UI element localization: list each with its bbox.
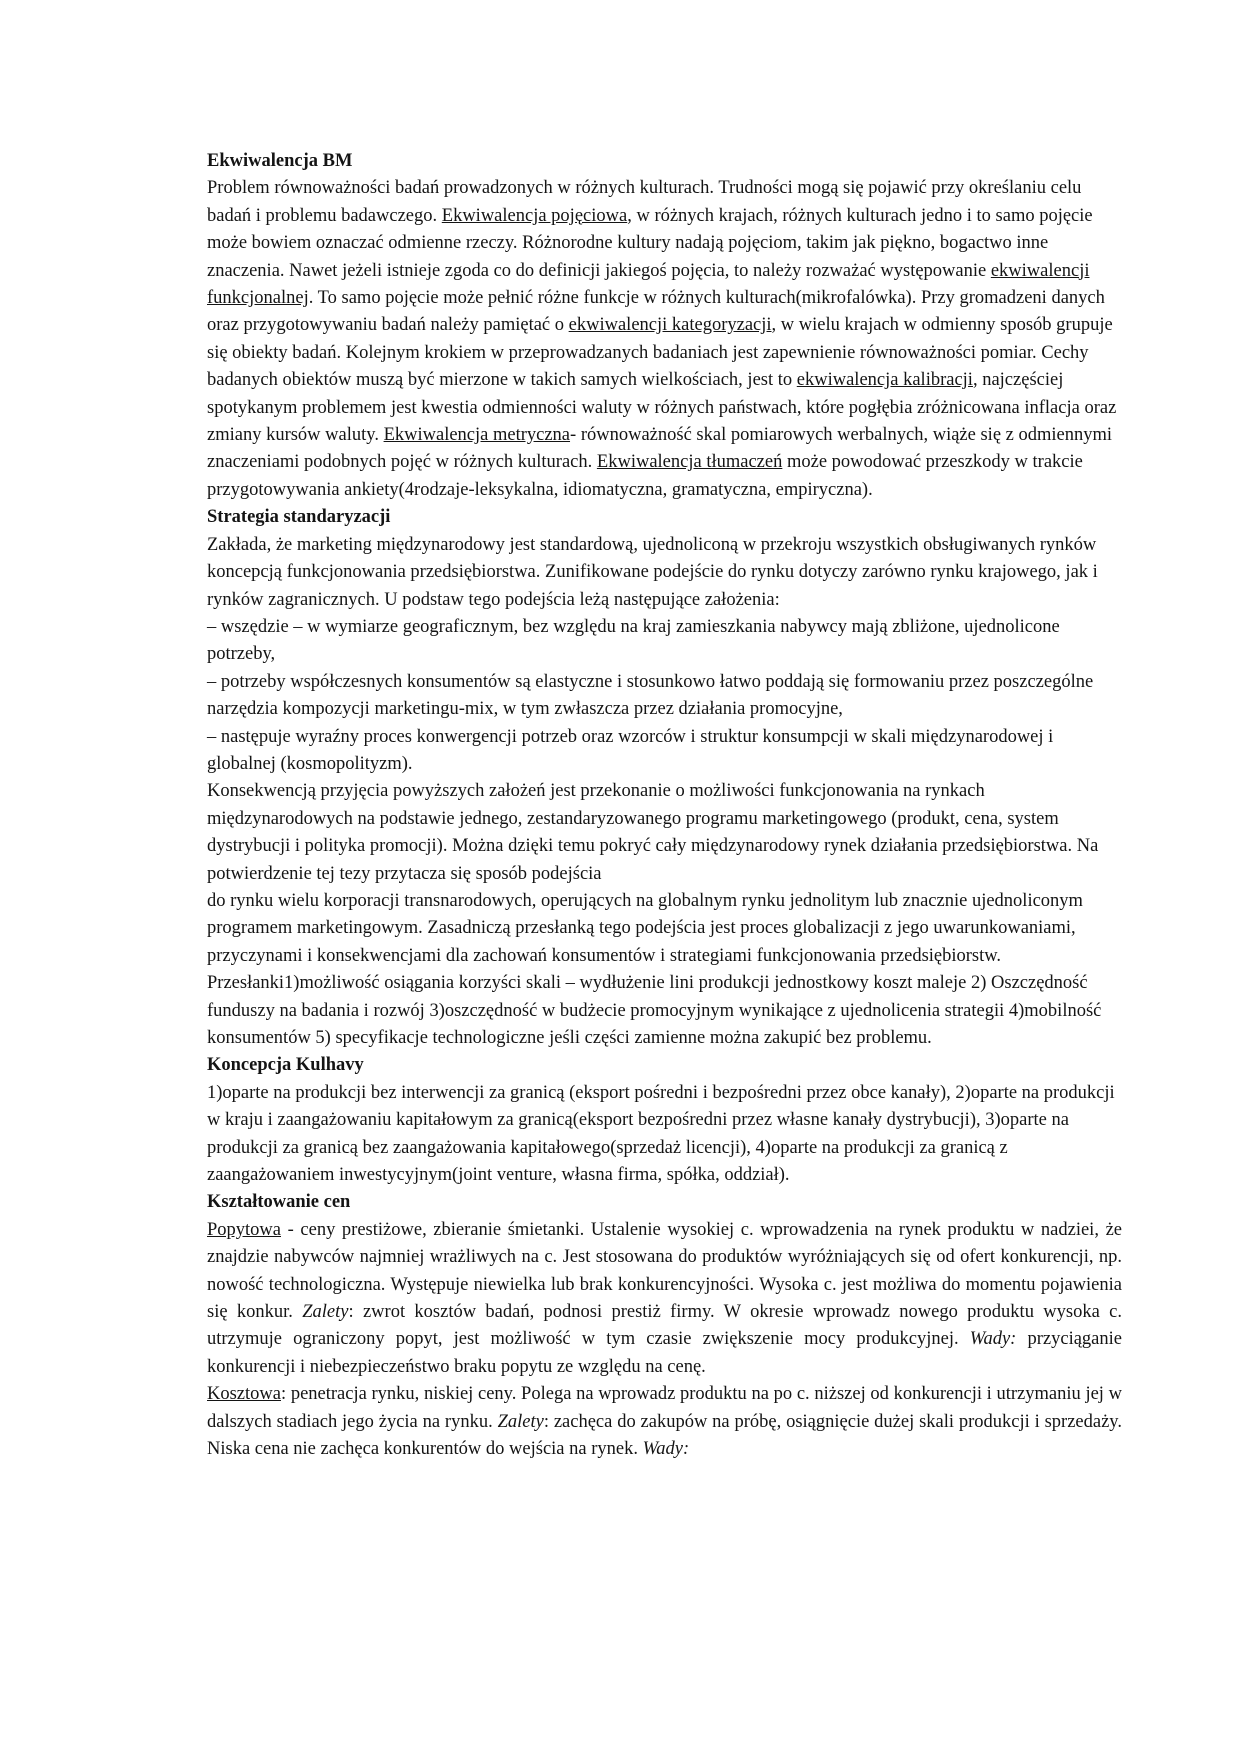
underlined-term: Ekwiwalencja tłumaczeń bbox=[596, 452, 783, 473]
italic-term: Wady: bbox=[642, 1439, 690, 1460]
paragraph bbox=[207, 175, 1122, 504]
text-run: 1)oparte na produkcji bez interwencji za granicą (eksport pośredni i bezpośredni przez obce kanały), 2)oparte na produkcji w kraju i zaangażowaniu kapitałowym za granicą(eksport bezpośredni przez własne kanały dystrybucji), 3)oparte na produkcji za granicą bez zaangażowania kapitałowego(sprzedaż licencji), 4)oparte na produkcji za granicą z zaangażowaniem inwestycyjnym(joint venture, własna firma, spółka, oddział). bbox=[207, 1082, 1115, 1186]
text-run: - równoważność skal pomiarowych werbalnych, wiąże się z odmiennymi znaczeniami podobnych pojęć w różnych kulturach. bbox=[207, 425, 1113, 473]
section-heading: Ekwiwalencja BM bbox=[207, 151, 353, 171]
paragraph bbox=[207, 532, 1122, 614]
paragraph bbox=[207, 1080, 1122, 1190]
underlined-term: ekwiwalencji kategoryzacji bbox=[568, 315, 772, 336]
paragraph bbox=[207, 778, 1122, 888]
paragraph bbox=[207, 669, 1122, 724]
text-run: . To samo pojęcie może pełnić różne funkcje w różnych kulturach(mikrofalówka). Przy gromadzeni danych oraz przygotowywaniu badań należy pamiętać o bbox=[207, 288, 1105, 336]
underlined-term: Ekwiwalencja pojęciowa bbox=[441, 205, 628, 226]
document-body bbox=[207, 148, 1122, 1464]
paragraph bbox=[207, 614, 1122, 669]
text-run: : zwrot kosztów badań, podnosi prestiż firmy. W okresie wprowadz nowego produktu wysoka c. utrzymuje ograniczony popyt, jest możliwość w tym czasie zwiększenie mocy produkcyjnej. bbox=[207, 1302, 1122, 1350]
paragraph bbox=[207, 888, 1122, 970]
text-run: , w wielu krajach w odmienny sposób grupuje się obiekty badań. Kolejnym krokiem w przeprowadzanych badaniach jest zapewnienie równoważności pomiar. Cechy badanych obiektów muszą być mierzone w takich samych wielkościach, jest to bbox=[207, 315, 1113, 391]
underlined-term: ekwiwalencji funkcjonalnej bbox=[207, 260, 1090, 309]
section-heading: Kształtowanie cen bbox=[207, 1192, 351, 1213]
text-run: Zakłada, że marketing międzynarodowy jest standardową, ujednoliconą w przekroju wszystkich obsługiwanych rynków koncepcją funkcjonowania przedsiębiorstwa. Zunifikowane podejście do rynku dotyczy zarówno rynku krajowego, jak i rynków zagranicznych. U podstaw tego podejścia leżą następujące założenia: bbox=[207, 534, 1098, 610]
text-run: – potrzeby współczesnych konsumentów są elastyczne i stosunkowo łatwo poddają się formowaniu przez poszczególne narzędzia kompozycji marketingu-mix, w tym zwłaszcza przez działania promocyjne, bbox=[207, 671, 1094, 720]
underlined-term: Ekwiwalencja metryczna bbox=[383, 425, 571, 446]
text-run: , w różnych krajach, różnych kulturach jedno i to samo pojęcie może bowiem oznaczać odmienne rzeczy. Różnorodne kultury nadają pojęciom, takim jak piękno, bogactwo inne znaczenia. Nawet jeżeli istnieje zgoda co do definicji jakiegoś pojęcia, to należy rozważać występowanie bbox=[207, 205, 1093, 281]
underlined-term: Popytowa bbox=[207, 1219, 281, 1240]
paragraph bbox=[207, 1217, 1122, 1381]
paragraph bbox=[207, 970, 1122, 1052]
text-run: Konsekwencją przyjęcia powyższych założeń jest przekonanie o możliwości funkcjonowania na rynkach międzynarodowych na podstawie jednego, zestandaryzowanego programu marketingowego (produkt, cena, system dystrybucji i polityka promocji). Można dzięki temu pokryć cały międzynarodowy rynek działania przedsiębiorstwa. Na potwierdzenie tej tezy przytacza się sposób podejścia bbox=[207, 781, 1099, 884]
section-heading: Strategia standaryzacji bbox=[207, 507, 391, 528]
italic-term: Wady: bbox=[969, 1329, 1017, 1350]
text-run: może powodować przeszkody w trakcie przygotowywania ankiety(4rodzaje-leksykalna, idiomatyczna, gramatyczna, empiryczna). bbox=[207, 452, 1083, 500]
underlined-term: ekwiwalencja kalibracji bbox=[796, 370, 973, 391]
paragraph bbox=[207, 724, 1122, 779]
italic-term: Zalety bbox=[302, 1302, 349, 1323]
text-run: – wszędzie – w wymiarze geograficznym, bez względu na kraj zamieszkania nabywcy mają zbliżone, ujednolicone potrzeby, bbox=[207, 616, 1060, 665]
underlined-term: Kosztowa bbox=[207, 1384, 281, 1405]
text-run: Przesłanki1)możliwość osiągania korzyści skali – wydłużenie lini produkcji jednostkowy koszt maleje 2) Oszczędność funduszy na badania i rozwój 3)oszczędność w budżecie promocyjnym wynikające z ujednolicenia strategii 4)mobilność konsumentów 5) specyfikacje technologiczne jeśli części zamienne można zakupić bez problemu. bbox=[207, 973, 1102, 1048]
text-run: - ceny prestiżowe, zbieranie śmietanki. Ustalenie wysokiej c. wprowadzenia na rynek produktu w nadziei, że znajdzie nabywców najmniej wrażliwych na c. Jest stosowana do produktów wyróżniających się od ofert konkurencji, np. nowość technologiczna. Występuje niewielka lub brak konkurencyjności. Wysoka c. jest możliwa do momentu pojawienia się konkur. bbox=[207, 1219, 1122, 1323]
text-run: do rynku wielu korporacji transnarodowych, operujących na globalnym rynku jednolitym lub znacznie ujednoliconym programem marketingowym. Zasadniczą przesłanką tego podejścia jest proces globalizacji z jego uwarunkowaniami, przyczynami i konsekwencjami dla zachowań konsumentów i strategiami funkcjonowania przedsiębiorstw. bbox=[207, 890, 1083, 966]
text-run: – następuje wyraźny proces konwergencji potrzeb oraz wzorców i struktur konsumpcji w skali międzynarodowej i globalnej (kosmopolityzm). bbox=[207, 726, 1054, 774]
italic-term: Zalety bbox=[497, 1411, 544, 1432]
paragraph bbox=[207, 1381, 1122, 1463]
text-run: przyciąganie konkurencji i niebezpieczeństwo braku popytu ze względu na cenę. bbox=[207, 1329, 1122, 1377]
text-run: , najczęściej spotykanym problemem jest kwestia odmienności waluty w różnych państwach, które pogłębia zróżnicowana inflacja oraz zmiany kursów waluty. bbox=[207, 370, 1117, 446]
text-run: : zachęca do zakupów na próbę, osiągnięcie dużej skali produkcji i sprzedaży. Niska cena nie zachęca konkurentów do wejścia na rynek. bbox=[207, 1411, 1122, 1460]
text-run: : penetracja rynku, niskiej ceny. Polega na wprowadz produktu na po c. niższej od konkurencji i utrzymaniu jej w dalszych stadiach jego życia na rynku. bbox=[207, 1384, 1122, 1432]
section-heading: Koncepcja Kulhavy bbox=[207, 1055, 364, 1076]
text-run: Problem równoważności badań prowadzonych w różnych kulturach. Trudności mogą się pojawić przy określaniu celu badań i problemu badawczego. bbox=[207, 178, 1082, 226]
